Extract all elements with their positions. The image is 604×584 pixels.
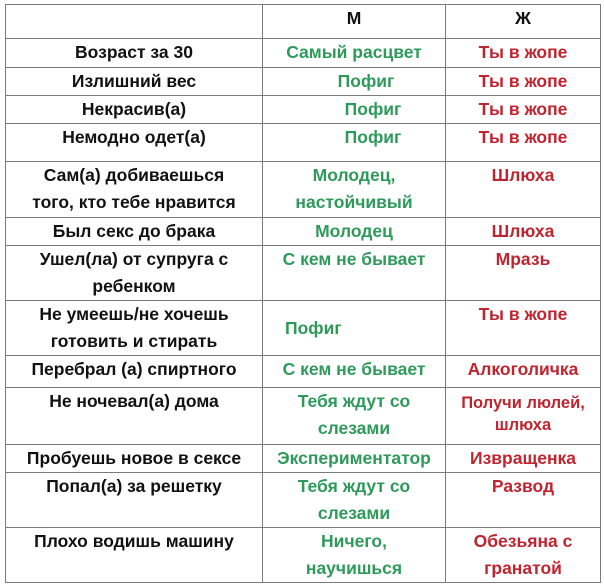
table-row: [6, 473, 601, 528]
female-cell: [446, 39, 601, 68]
situation-text: ребенком: [92, 276, 176, 296]
situation-text: Пробуешь новое в сексе: [26, 448, 242, 468]
male-text: С кем не бывает: [282, 249, 426, 269]
male-cell: [263, 39, 446, 68]
header-situation: [6, 5, 263, 39]
male-cell: [263, 218, 446, 246]
male-cell: [263, 301, 446, 356]
female-text: Извращенка: [469, 448, 577, 468]
header-female: Ж: [446, 5, 601, 39]
female-text: шлюха: [494, 416, 552, 434]
male-text: Пофиг: [344, 127, 402, 147]
male-cell: [263, 96, 446, 124]
male-text: С кем не бывает: [282, 359, 426, 379]
table-row: [6, 39, 601, 68]
male-text: слезами: [317, 418, 391, 438]
female-cell: [446, 356, 601, 388]
female-cell: [446, 388, 601, 445]
situation-cell: [6, 356, 263, 388]
situation-text: Попал(а) за решетку: [46, 476, 222, 496]
table-row: [6, 246, 601, 301]
female-cell: [446, 301, 601, 356]
female-cell: [446, 528, 601, 583]
male-cell: [263, 388, 446, 445]
male-text: Тебя ждут со: [297, 391, 411, 411]
situation-text: того, кто тебе нравится: [32, 192, 236, 212]
male-cell: [263, 68, 446, 96]
female-cell: [446, 246, 601, 301]
situation-text: Некрасив(а): [81, 99, 187, 119]
female-cell: [446, 162, 601, 218]
female-cell: [446, 68, 601, 96]
female-cell: [446, 124, 601, 162]
male-cell: [263, 445, 446, 473]
situation-cell: [6, 162, 263, 218]
male-text: научишься: [305, 558, 403, 578]
male-text: Пофиг: [337, 71, 395, 91]
female-text: Ты в жопе: [478, 71, 568, 91]
table-row: [6, 124, 601, 162]
female-text: Шлюха: [491, 221, 555, 241]
male-cell: [263, 162, 446, 218]
situation-text: Ушел(ла) от супруга с: [39, 249, 229, 269]
male-text: Пофиг: [344, 99, 402, 119]
male-cell: [263, 473, 446, 528]
female-cell: [446, 218, 601, 246]
male-text: Молодец,: [312, 165, 396, 185]
situation-text: Перебрал (а) спиртного: [31, 359, 237, 379]
female-text: гранатой: [484, 558, 562, 578]
table-row: [6, 162, 601, 218]
female-cell: [446, 445, 601, 473]
situation-text: Излишний вес: [71, 71, 197, 91]
comparison-table: [5, 4, 601, 583]
male-text: Тебя ждут со: [297, 476, 411, 496]
situation-text: Не ночевал(а) дома: [49, 391, 219, 411]
situation-cell: [6, 388, 263, 445]
situation-cell: [6, 301, 263, 356]
situation-cell: [6, 68, 263, 96]
female-text: Мразь: [495, 249, 551, 269]
male-text: настойчивый: [295, 192, 413, 212]
table-row: [6, 301, 601, 356]
situation-cell: [6, 124, 263, 162]
male-cell: [263, 124, 446, 162]
female-text: Обезьяна с: [473, 531, 573, 551]
female-text: Ты в жопе: [478, 127, 568, 147]
female-text: Алкоголичка: [467, 359, 579, 379]
female-cell: [446, 473, 601, 528]
situation-text: Был секс до брака: [52, 221, 216, 241]
female-text: Ты в жопе: [478, 304, 568, 324]
table-row: [6, 445, 601, 473]
female-cell: [446, 96, 601, 124]
header-male: М: [263, 5, 446, 39]
male-cell: [263, 356, 446, 388]
situation-cell: [6, 473, 263, 528]
male-text: Молодец: [315, 221, 393, 241]
situation-text: готовить и стирать: [50, 331, 218, 351]
female-text: Ты в жопе: [478, 42, 568, 62]
header-row: [6, 5, 601, 39]
situation-text: Сам(а) добиваешься: [43, 165, 225, 185]
situation-text: Немодно одет(а): [62, 127, 206, 147]
female-text: Получи люлей,: [461, 394, 585, 412]
table-row: [6, 68, 601, 96]
table-row: [6, 528, 601, 583]
table-row: [6, 218, 601, 246]
male-text: Самый расцвет: [286, 42, 422, 62]
male-text: Экспериментатор: [277, 448, 431, 468]
situation-cell: [6, 218, 263, 246]
female-text: Шлюха: [491, 165, 555, 185]
situation-cell: [6, 445, 263, 473]
situation-text: Возраст за 30: [75, 42, 193, 62]
male-cell: [263, 528, 446, 583]
situation-cell: [6, 528, 263, 583]
male-cell: [263, 246, 446, 301]
male-text: Ничего,: [321, 531, 387, 551]
table-row: [6, 356, 601, 388]
female-text: Ты в жопе: [478, 99, 568, 119]
situation-cell: [6, 96, 263, 124]
male-text: Пофиг: [285, 317, 342, 338]
table-row: [6, 388, 601, 445]
situation-cell: [6, 39, 263, 68]
table-row: [6, 96, 601, 124]
male-text: слезами: [317, 503, 391, 523]
situation-cell: [6, 246, 263, 301]
situation-text: Не умеешь/не хочешь: [39, 304, 229, 324]
female-text: Развод: [491, 476, 555, 496]
situation-text: Плохо водишь машину: [34, 531, 234, 551]
